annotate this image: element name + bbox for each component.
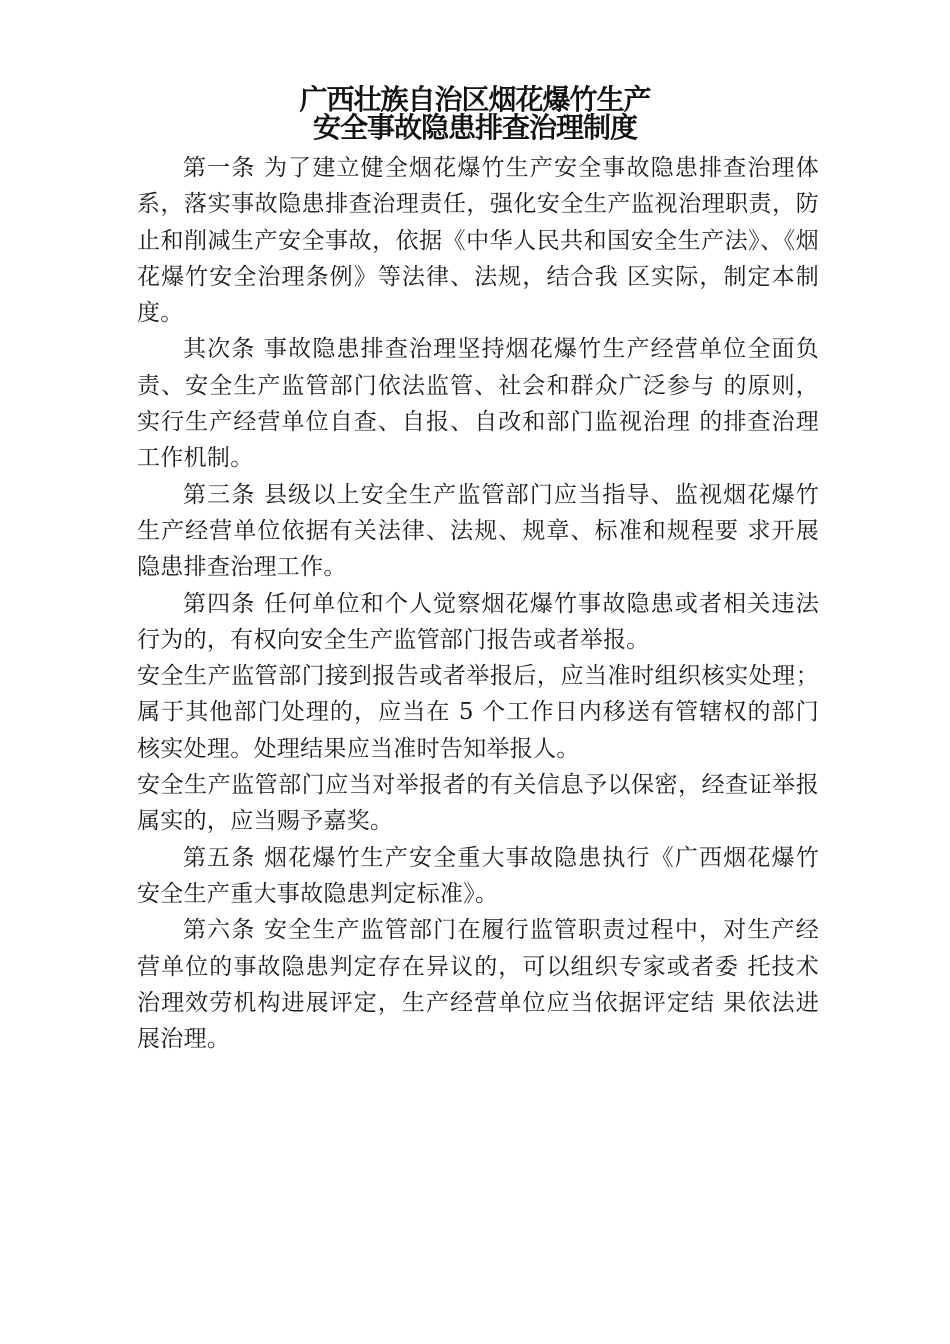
article-1-paragraph: 第一条 为了建立健全烟花爆竹生产安全事故隐患排查治理体系，落实事故隐患排查治理责任，强化安全生产监视治理职责，防止和削减生产安全事故，依据《中华人民共和国安全生产法》、《烟花爆竹安全治理条例》等法律、法规，结合我 区实际，制定本制度。: [137, 155, 819, 327]
article-4-paragraph: 第四条 任何单位和个人觉察烟花爆竹事故隐患或者相关违法行为的，有权向安全生产监管部门报告或者举报。: [137, 590, 819, 653]
article-6-paragraph: 第六条 安全生产监管部门在履行监管职责过程中，对生产经营单位的事故隐患判定存在异议的，可以组织专家或者委 托技术治理效劳机构进展评定，生产经营单位应当依据评定结 果依法进展治理。: [137, 917, 819, 1053]
article-5-paragraph: 第五条 烟花爆竹生产安全重大事故隐患执行《广西烟花爆竹安全生产重大事故隐患判定标准》。: [137, 844, 819, 907]
title-line-1: 广西壮族自治区烟花爆竹生产: [299, 83, 651, 116]
article-2-paragraph: 其次条 事故隐患排查治理坚持烟花爆竹生产经营单位全面负责、安全生产监管部门依法监管、社会和群众广泛参与 的原则，实行生产经营单位自查、自报、自改和部门监视治理 的排查治理工作机制。: [137, 336, 819, 472]
article-3-paragraph: 第三条 县级以上安全生产监管部门应当指导、监视烟花爆竹生产经营单位依据有关法律、法规、规章、标准和规程要 求开展隐患排查治理工作。: [137, 481, 819, 581]
document-body: [137, 150, 819, 1057]
article-4-paragraph-3: 安全生产监管部门应当对举报者的有关信息予以保密，经查证举报属实的，应当赐予嘉奖。: [137, 772, 819, 835]
title-line-2: 安全事故隐患排查治理制度: [312, 111, 637, 144]
document-title: [0, 83, 950, 144]
article-4-paragraph-2: 安全生产监管部门接到报告或者举报后，应当准时组织核实处理；属于其他部门处理的，应当在 5 个工作日内移送有管辖权的部门核实处理。处理结果应当准时告知举报人。: [137, 663, 819, 762]
